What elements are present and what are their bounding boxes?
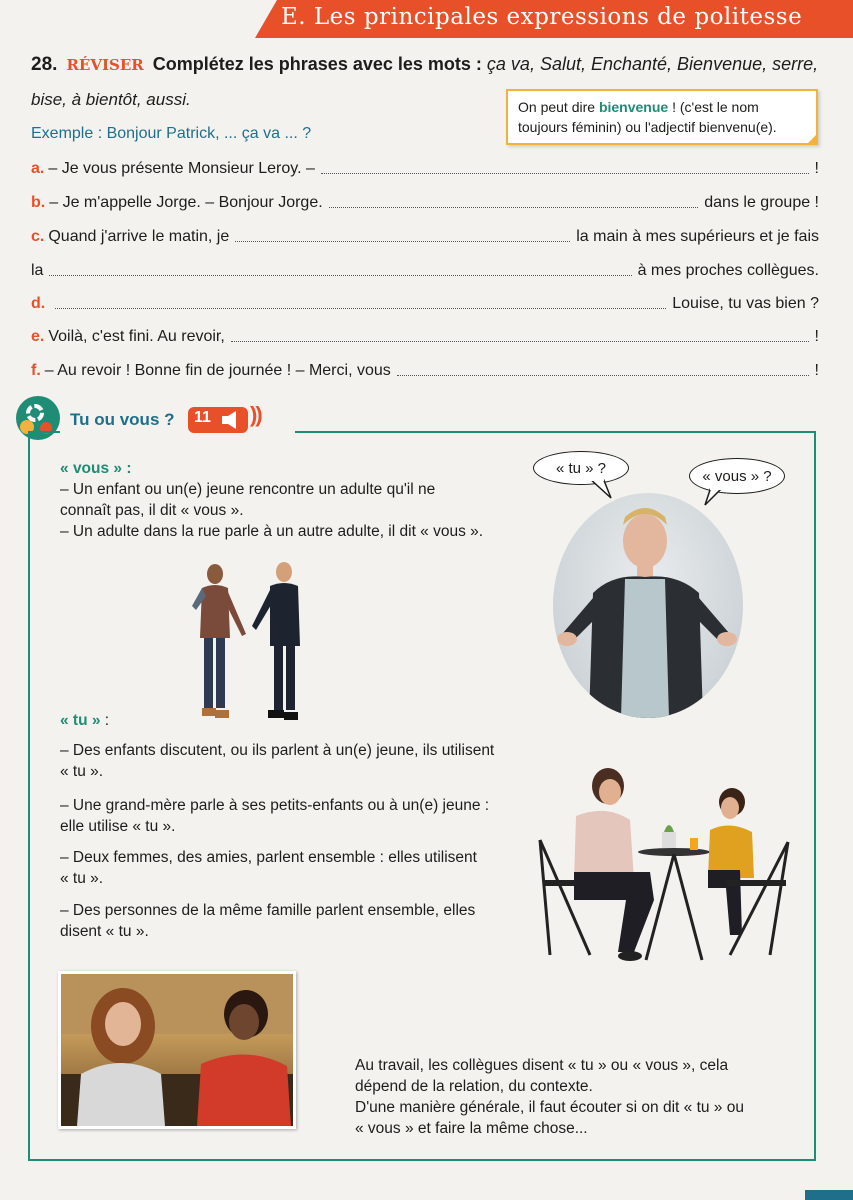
work-paragraph: Au travail, les collègues disent « tu » ou « vous », cela dépend de la relation, du contexte. D'une manière générale, il faut écouter si on dit « tu » ou « vous » et faire la même chose... [355,1057,744,1137]
exercise-number: 28. [31,54,58,75]
bubble-tail-vous [703,487,729,507]
exercise-words: ça va, Salut, Enchanté, Bienvenue, serre, [486,54,819,74]
sound-waves-icon: )) [250,402,261,427]
exercise-header [31,54,818,76]
exercise-item-d: d. Louise, tu vas bien ? [31,295,819,312]
exercise-item-b: b. – Je m'appelle Jorge. – Bonjour Jorge. dans le groupe ! [31,194,819,211]
exercise-example: Exemple : Bonjour Patrick, ... ça va ... ? [31,125,312,142]
tu-item-3: – Deux femmes, des amies, parlent ensemble : elles utilisent « tu ». [60,849,477,887]
tip-suffix: ! (c'est le nom toujours féminin) ou l'adjectif bienvenu(e). [518,99,777,135]
two-women-photo [58,971,296,1129]
page-edge-tab [805,1190,853,1200]
bubble-tail-tu [585,478,615,500]
exercise-item-f: f. – Au revoir ! Bonne fin de journée ! – Merci, vous ! [31,362,819,379]
answer-blank[interactable] [235,241,570,242]
tip-corner [806,133,818,145]
tip-box [506,89,818,145]
tu-item-4: – Des personnes de la même famille parlent ensemble, elles disent « tu ». [60,902,476,940]
women-illustration [61,974,293,1126]
speech-bubble-vous: « vous » ? [689,458,785,494]
exercise-instruction: Complétez les phrases avec les mots : [152,54,482,74]
exercise-item-c-continued: la à mes proches collègues. [31,262,819,279]
two-men-talking-illustration [188,560,303,728]
tu-vous-title: Tu ou vous ? [70,410,175,429]
tu-item-1: – Des enfants discutent, ou ils parlent à un(e) jeune, ils utilisent « tu ». [60,742,495,780]
tip-prefix: On peut dire [518,99,596,115]
tu-keyword: « tu » [60,712,101,729]
vous-paragraph: « vous » : – Un enfant ou un(e) jeune rencontre un adulte qu'il ne connaît pas, il dit « vous ». – Un adulte dans la rue parle à un autre adulte, il dit « vous ». [60,460,484,540]
answer-blank[interactable] [321,173,809,174]
answer-blank[interactable] [329,207,699,208]
exercise-item-a: a. – Je vous présente Monsieur Leroy. – ! [31,160,819,177]
tu-heading: « tu » : [60,712,110,729]
tu-item-2: – Une grand-mère parle à ses petits-enfants ou à un(e) jeune : elle utilise « tu ». [60,797,490,835]
tip-highlight: bienvenue [598,99,669,115]
exercise-item-e: e. Voilà, c'est fini. Au revoir, ! [31,328,819,345]
man-gesturing-photo [553,493,743,718]
speaker-icon [222,411,244,429]
grandmother-and-child-illustration [530,760,800,965]
man-illustration [553,493,743,718]
answer-blank[interactable] [397,375,809,376]
answer-blank[interactable] [231,341,809,342]
section-title: E. Les principales expressions de politesse [281,4,803,30]
answer-blank[interactable] [49,275,631,276]
speech-bubble-tu: « tu » ? [533,451,629,485]
exercise-item-c: c. Quand j'arrive le matin, je la main à mes supérieurs et je fais [31,228,819,245]
exercise-tag: RÉVISER [66,56,144,74]
answer-blank[interactable] [55,308,666,309]
vous-keyword: « vous » : [60,460,132,477]
audio-track-badge[interactable]: 11 [188,407,248,433]
exercise-words-continued: bise, à bientôt, aussi. [31,90,191,109]
